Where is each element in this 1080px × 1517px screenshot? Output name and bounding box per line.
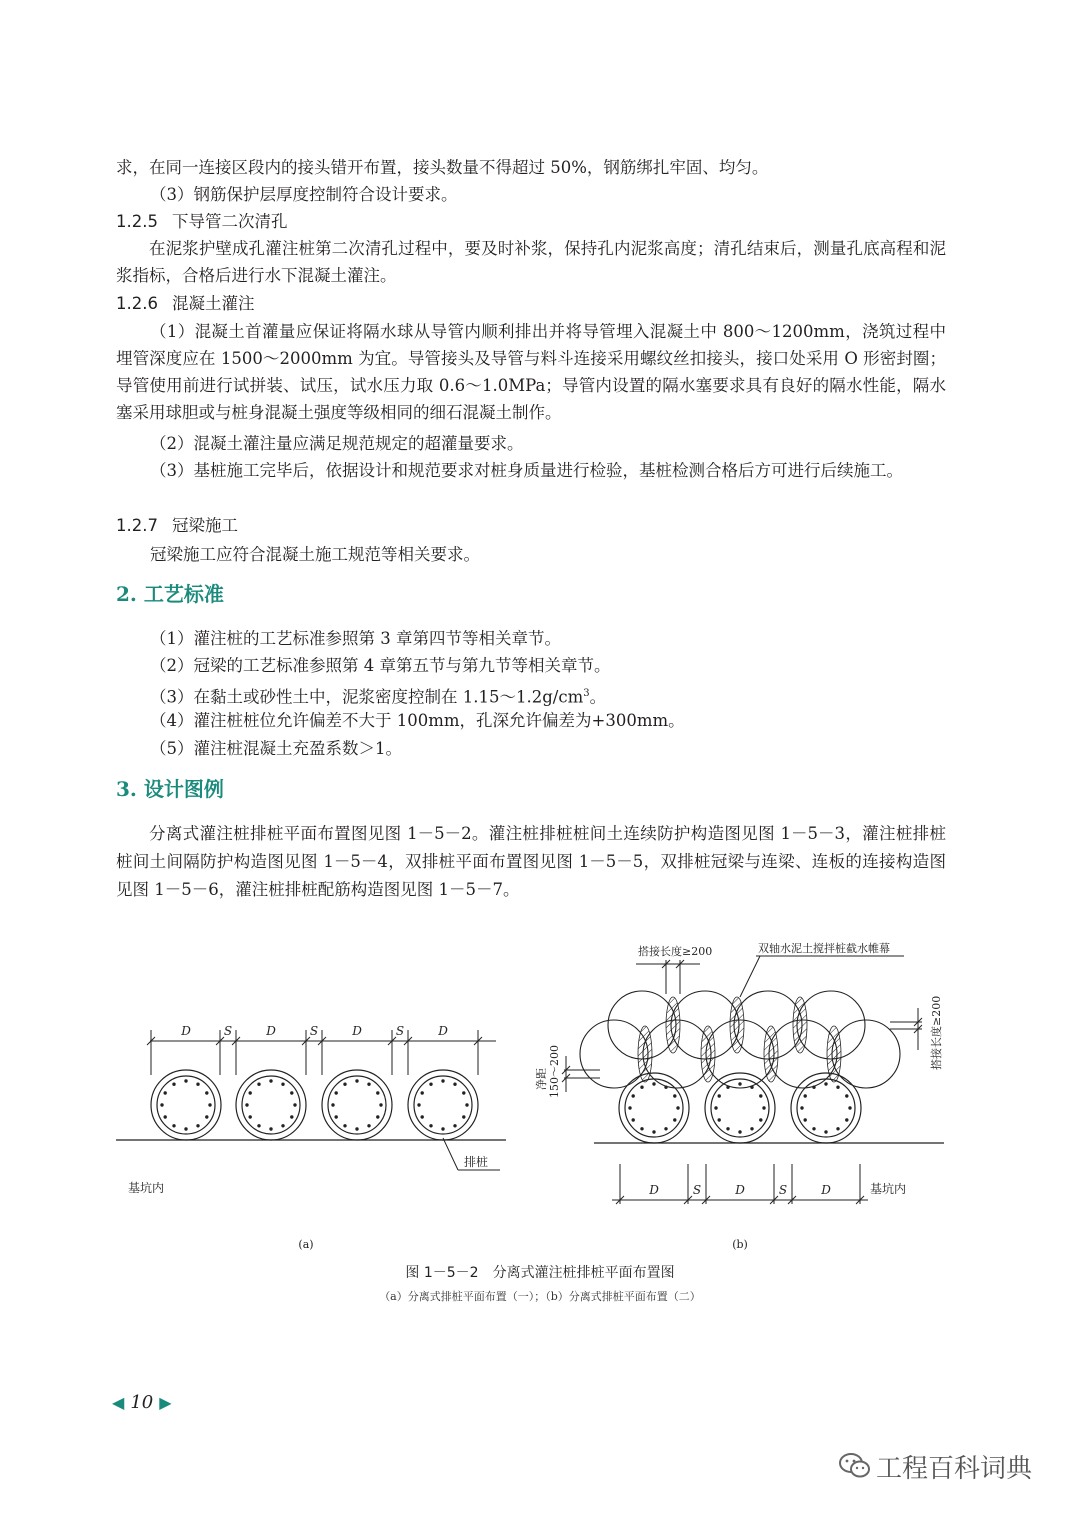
rebar-dot bbox=[673, 1118, 676, 1121]
paragraph-design-figures: 分离式灌注桩排桩平面布置图见图 1－5－2。灌注桩排桩桩间土连续防护构造图见图 1－5－3，灌注桩排桩桩间土间隔防护构造图见图 1－5－4，双排桩平面布置图见图 1－5－5，双排桩冠梁与连梁、连板的连接构造图见图 1－5－6，灌注桩排桩配筋构造图见图 1－5－7。 bbox=[116, 824, 946, 899]
rebar-dot bbox=[848, 1106, 851, 1109]
rebar-dot bbox=[208, 1103, 211, 1106]
paragraph-rebar-cover: （3）钢筋保护层厚度控制符合设计要求。 bbox=[150, 185, 458, 204]
dim-label-d: D bbox=[352, 1024, 362, 1038]
rebar-dot bbox=[249, 1091, 252, 1094]
rebar-dot bbox=[269, 1127, 272, 1130]
rebar-dot bbox=[804, 1118, 807, 1121]
rebar-dot bbox=[196, 1083, 199, 1086]
caption-b: (b) bbox=[732, 1238, 748, 1251]
rebar-dot bbox=[196, 1124, 199, 1127]
dim-label-s: S bbox=[778, 1183, 788, 1197]
rebar-dot bbox=[376, 1115, 379, 1118]
rebar-dot bbox=[172, 1124, 175, 1127]
curtain-label: 双轴水泥土搅拌桩截水帷幕 bbox=[758, 942, 890, 955]
superscript: 3 bbox=[583, 688, 590, 699]
rebar-dot bbox=[762, 1106, 765, 1109]
rebar-dot bbox=[290, 1091, 293, 1094]
rebar-dot bbox=[335, 1091, 338, 1094]
rebar-dot bbox=[676, 1106, 679, 1109]
watermark bbox=[838, 1448, 1032, 1488]
rebar-dot bbox=[632, 1118, 635, 1121]
dim-label-d: D bbox=[735, 1183, 745, 1197]
page-number bbox=[112, 1392, 172, 1413]
paragraph-continuation: 求，在同一连接区段内的接头错开布置，接头数量不得超过 50%，钢筋绑扎牢固、均匀。 bbox=[116, 158, 769, 177]
rebar-dot bbox=[290, 1115, 293, 1118]
rebar-dot bbox=[812, 1086, 815, 1089]
rebar-dot bbox=[281, 1124, 284, 1127]
lap-dimension-right bbox=[890, 1008, 922, 1050]
rebar-dot bbox=[800, 1106, 803, 1109]
pile-label: 排桩 bbox=[464, 1155, 489, 1169]
rebar-dot bbox=[465, 1103, 468, 1106]
rebar-dot bbox=[453, 1083, 456, 1086]
wechat-icon bbox=[838, 1451, 872, 1488]
rebar-dot bbox=[664, 1086, 667, 1089]
rebar-dot bbox=[441, 1079, 444, 1082]
dim-label-d: D bbox=[181, 1024, 191, 1038]
rebar-dot bbox=[249, 1115, 252, 1118]
rebar-dot bbox=[293, 1103, 296, 1106]
dim-label-s: S bbox=[309, 1024, 319, 1038]
subsection-title: 下导管二次清孔 bbox=[172, 212, 288, 231]
rebar-dot bbox=[714, 1106, 717, 1109]
figure-subtitle: （a）分离式排桩平面布置（一）；（b）分离式排桩平面布置（二） bbox=[379, 1290, 701, 1303]
overlap-hatches bbox=[638, 997, 841, 1082]
paragraph-1-2-6-item-3: （3）基桩施工完毕后，依据设计和规范要求对桩身质量进行检验，基桩检测合格后方可进行后续施工。 bbox=[150, 461, 903, 480]
rebar-dot bbox=[257, 1124, 260, 1127]
paragraph-1-2-5: 在泥浆护壁成孔灌注桩第二次清孔过程中，要及时补浆，保持孔内泥浆高度；清孔结束后，测量孔底高程和泥浆指标，合格后进行水下混凝土灌注。 bbox=[116, 239, 946, 285]
rebar-dot bbox=[726, 1086, 729, 1089]
rebar-dot bbox=[355, 1127, 358, 1130]
figure-1-5-2 bbox=[0, 930, 1080, 1350]
rebar-dot bbox=[453, 1124, 456, 1127]
rebar-dot bbox=[421, 1115, 424, 1118]
clear-distance-label: 净距 bbox=[535, 1068, 548, 1090]
rebar-dot bbox=[664, 1127, 667, 1130]
rebar-dot bbox=[245, 1103, 248, 1106]
rebar-dots bbox=[628, 1082, 851, 1133]
rebar-dot bbox=[376, 1091, 379, 1094]
lap-length-right: 搭接长度≥200 bbox=[930, 995, 943, 1070]
rebar-dot bbox=[343, 1124, 346, 1127]
rebar-dot bbox=[726, 1127, 729, 1130]
paragraph-1-2-7: 冠梁施工应符合混凝土施工规范等相关要求。 bbox=[150, 545, 480, 564]
rebar-dot bbox=[845, 1094, 848, 1097]
standard-item-3-end: 。 bbox=[589, 687, 607, 707]
rebar-dot bbox=[628, 1106, 631, 1109]
subsection-heading-1-2-6 bbox=[116, 292, 255, 316]
rebar-dot bbox=[441, 1127, 444, 1130]
rebar-dot bbox=[673, 1094, 676, 1097]
rebar-dot bbox=[812, 1127, 815, 1130]
rebar-dot bbox=[164, 1115, 167, 1118]
rebar-dot bbox=[836, 1086, 839, 1089]
rebar-dot bbox=[652, 1130, 655, 1133]
rebar-dot bbox=[845, 1118, 848, 1121]
rebar-dot bbox=[718, 1118, 721, 1121]
standard-item-5: （5）灌注桩混凝土充盈系数＞1。 bbox=[150, 739, 402, 758]
clear-distance-value: 150～200 bbox=[548, 1045, 561, 1098]
rebar-dot bbox=[738, 1082, 741, 1085]
rebar-dot bbox=[652, 1082, 655, 1085]
rebar-dot bbox=[205, 1091, 208, 1094]
rebar-dot bbox=[421, 1091, 424, 1094]
rebar-dot bbox=[759, 1118, 762, 1121]
standard-item-2: （2）冠梁的工艺标准参照第 4 章第五节与第九节等相关章节。 bbox=[150, 656, 611, 675]
standard-item-3-text: （3）在黏土或砂性土中，泥浆密度控制在 1.15～1.2g/cm bbox=[150, 687, 584, 707]
rebar-dot bbox=[164, 1091, 167, 1094]
rebar-dot bbox=[335, 1115, 338, 1118]
rebar-dot bbox=[759, 1094, 762, 1097]
rebar-dot bbox=[750, 1127, 753, 1130]
rebar-dot bbox=[824, 1130, 827, 1133]
standard-item-4: （4）灌注桩桩位允许偏差不大于 100mm，孔深允许偏差为+300mm。 bbox=[150, 711, 685, 730]
prev-triangle-icon: ◀ bbox=[112, 1393, 125, 1412]
dim-label-d: D bbox=[266, 1024, 276, 1038]
rebar-dot bbox=[184, 1127, 187, 1130]
subsection-title: 冠梁施工 bbox=[172, 516, 238, 535]
rebar-dot bbox=[836, 1127, 839, 1130]
rebar-dot bbox=[824, 1082, 827, 1085]
subsection-number: 1.2.5 bbox=[116, 212, 158, 231]
leader-line bbox=[740, 956, 760, 997]
dim-label-d: D bbox=[649, 1183, 659, 1197]
rebar-dot bbox=[281, 1083, 284, 1086]
leader-line bbox=[443, 1138, 458, 1170]
rebar-dot bbox=[632, 1094, 635, 1097]
paragraph-1-2-6-item-1: （1）混凝土首灌量应保证将隔水球从导管内顺利排出并将导管埋入混凝土中 800～1200mm，浇筑过程中埋管深度应在 1500～2000mm 为宜。导管接头及导管与料斗连接采用螺纹丝扣接头，接口处采用 O 形密封圈；导管使用前进行试拼装、试压，试水压力取 0.6～1.0MPa；导管内设置的隔水塞要求具有良好的隔水性能，隔水塞采用球胆或与桩身混凝土强度等级相同的细石混凝土制作。 bbox=[116, 322, 946, 422]
watermark-text: 工程百科词典 bbox=[876, 1454, 1033, 1484]
rebar-dot bbox=[331, 1103, 334, 1106]
subsection-title: 混凝土灌注 bbox=[172, 294, 255, 313]
lap-length-top: 搭接长度≥200 bbox=[638, 945, 713, 958]
dim-label-d: D bbox=[821, 1183, 831, 1197]
figure-title: 图 1－5－2 分离式灌注桩排桩平面布置图 bbox=[405, 1265, 675, 1281]
rebar-dot bbox=[429, 1083, 432, 1086]
lap-dimension-top bbox=[636, 960, 700, 994]
dim-label-s: S bbox=[692, 1183, 702, 1197]
rebar-dot bbox=[379, 1103, 382, 1106]
standard-item-1: （1）灌注桩的工艺标准参照第 3 章第四节等相关章节。 bbox=[150, 629, 561, 648]
rebar-dot bbox=[172, 1083, 175, 1086]
rebar-dot bbox=[205, 1115, 208, 1118]
rebar-dot bbox=[640, 1127, 643, 1130]
rebar-dot bbox=[367, 1124, 370, 1127]
rebar-dot bbox=[257, 1083, 260, 1086]
caption-a: (a) bbox=[298, 1238, 314, 1251]
page-number-value: 10 bbox=[130, 1392, 154, 1413]
dim-label-d: D bbox=[438, 1024, 448, 1038]
rebar-dot bbox=[417, 1103, 420, 1106]
dim-label-s: S bbox=[395, 1024, 405, 1038]
rebar-dot bbox=[804, 1094, 807, 1097]
rebar-dot bbox=[462, 1091, 465, 1094]
next-triangle-icon: ▶ bbox=[159, 1393, 172, 1412]
rebar-dot bbox=[355, 1079, 358, 1082]
pit-label-b: 基坑内 bbox=[870, 1182, 907, 1196]
rebar-dot bbox=[718, 1094, 721, 1097]
section-heading-2: 2. 工艺标准 bbox=[116, 582, 224, 606]
subsection-number: 1.2.6 bbox=[116, 294, 158, 313]
rebar-dot bbox=[750, 1086, 753, 1089]
subsection-number: 1.2.7 bbox=[116, 516, 158, 535]
rebar-dot bbox=[429, 1124, 432, 1127]
paragraph-1-2-6-item-2: （2）混凝土灌注量应满足规范规定的超灌量要求。 bbox=[150, 434, 524, 453]
rebar-dot bbox=[269, 1079, 272, 1082]
subsection-heading-1-2-7 bbox=[116, 514, 238, 538]
pit-label-a: 基坑内 bbox=[128, 1181, 165, 1195]
rebar-dot bbox=[184, 1079, 187, 1082]
rebar-dots bbox=[160, 1079, 468, 1130]
rebar-dot bbox=[367, 1083, 370, 1086]
subsection-heading-1-2-5 bbox=[116, 210, 288, 234]
rebar-dot bbox=[738, 1130, 741, 1133]
rebar-dot bbox=[343, 1083, 346, 1086]
rebar-dot bbox=[640, 1086, 643, 1089]
rebar-dot bbox=[160, 1103, 163, 1106]
rebar-dot bbox=[462, 1115, 465, 1118]
section-heading-3: 3. 设计图例 bbox=[116, 777, 224, 801]
standard-item-3 bbox=[150, 680, 606, 711]
dim-label-s: S bbox=[223, 1024, 233, 1038]
